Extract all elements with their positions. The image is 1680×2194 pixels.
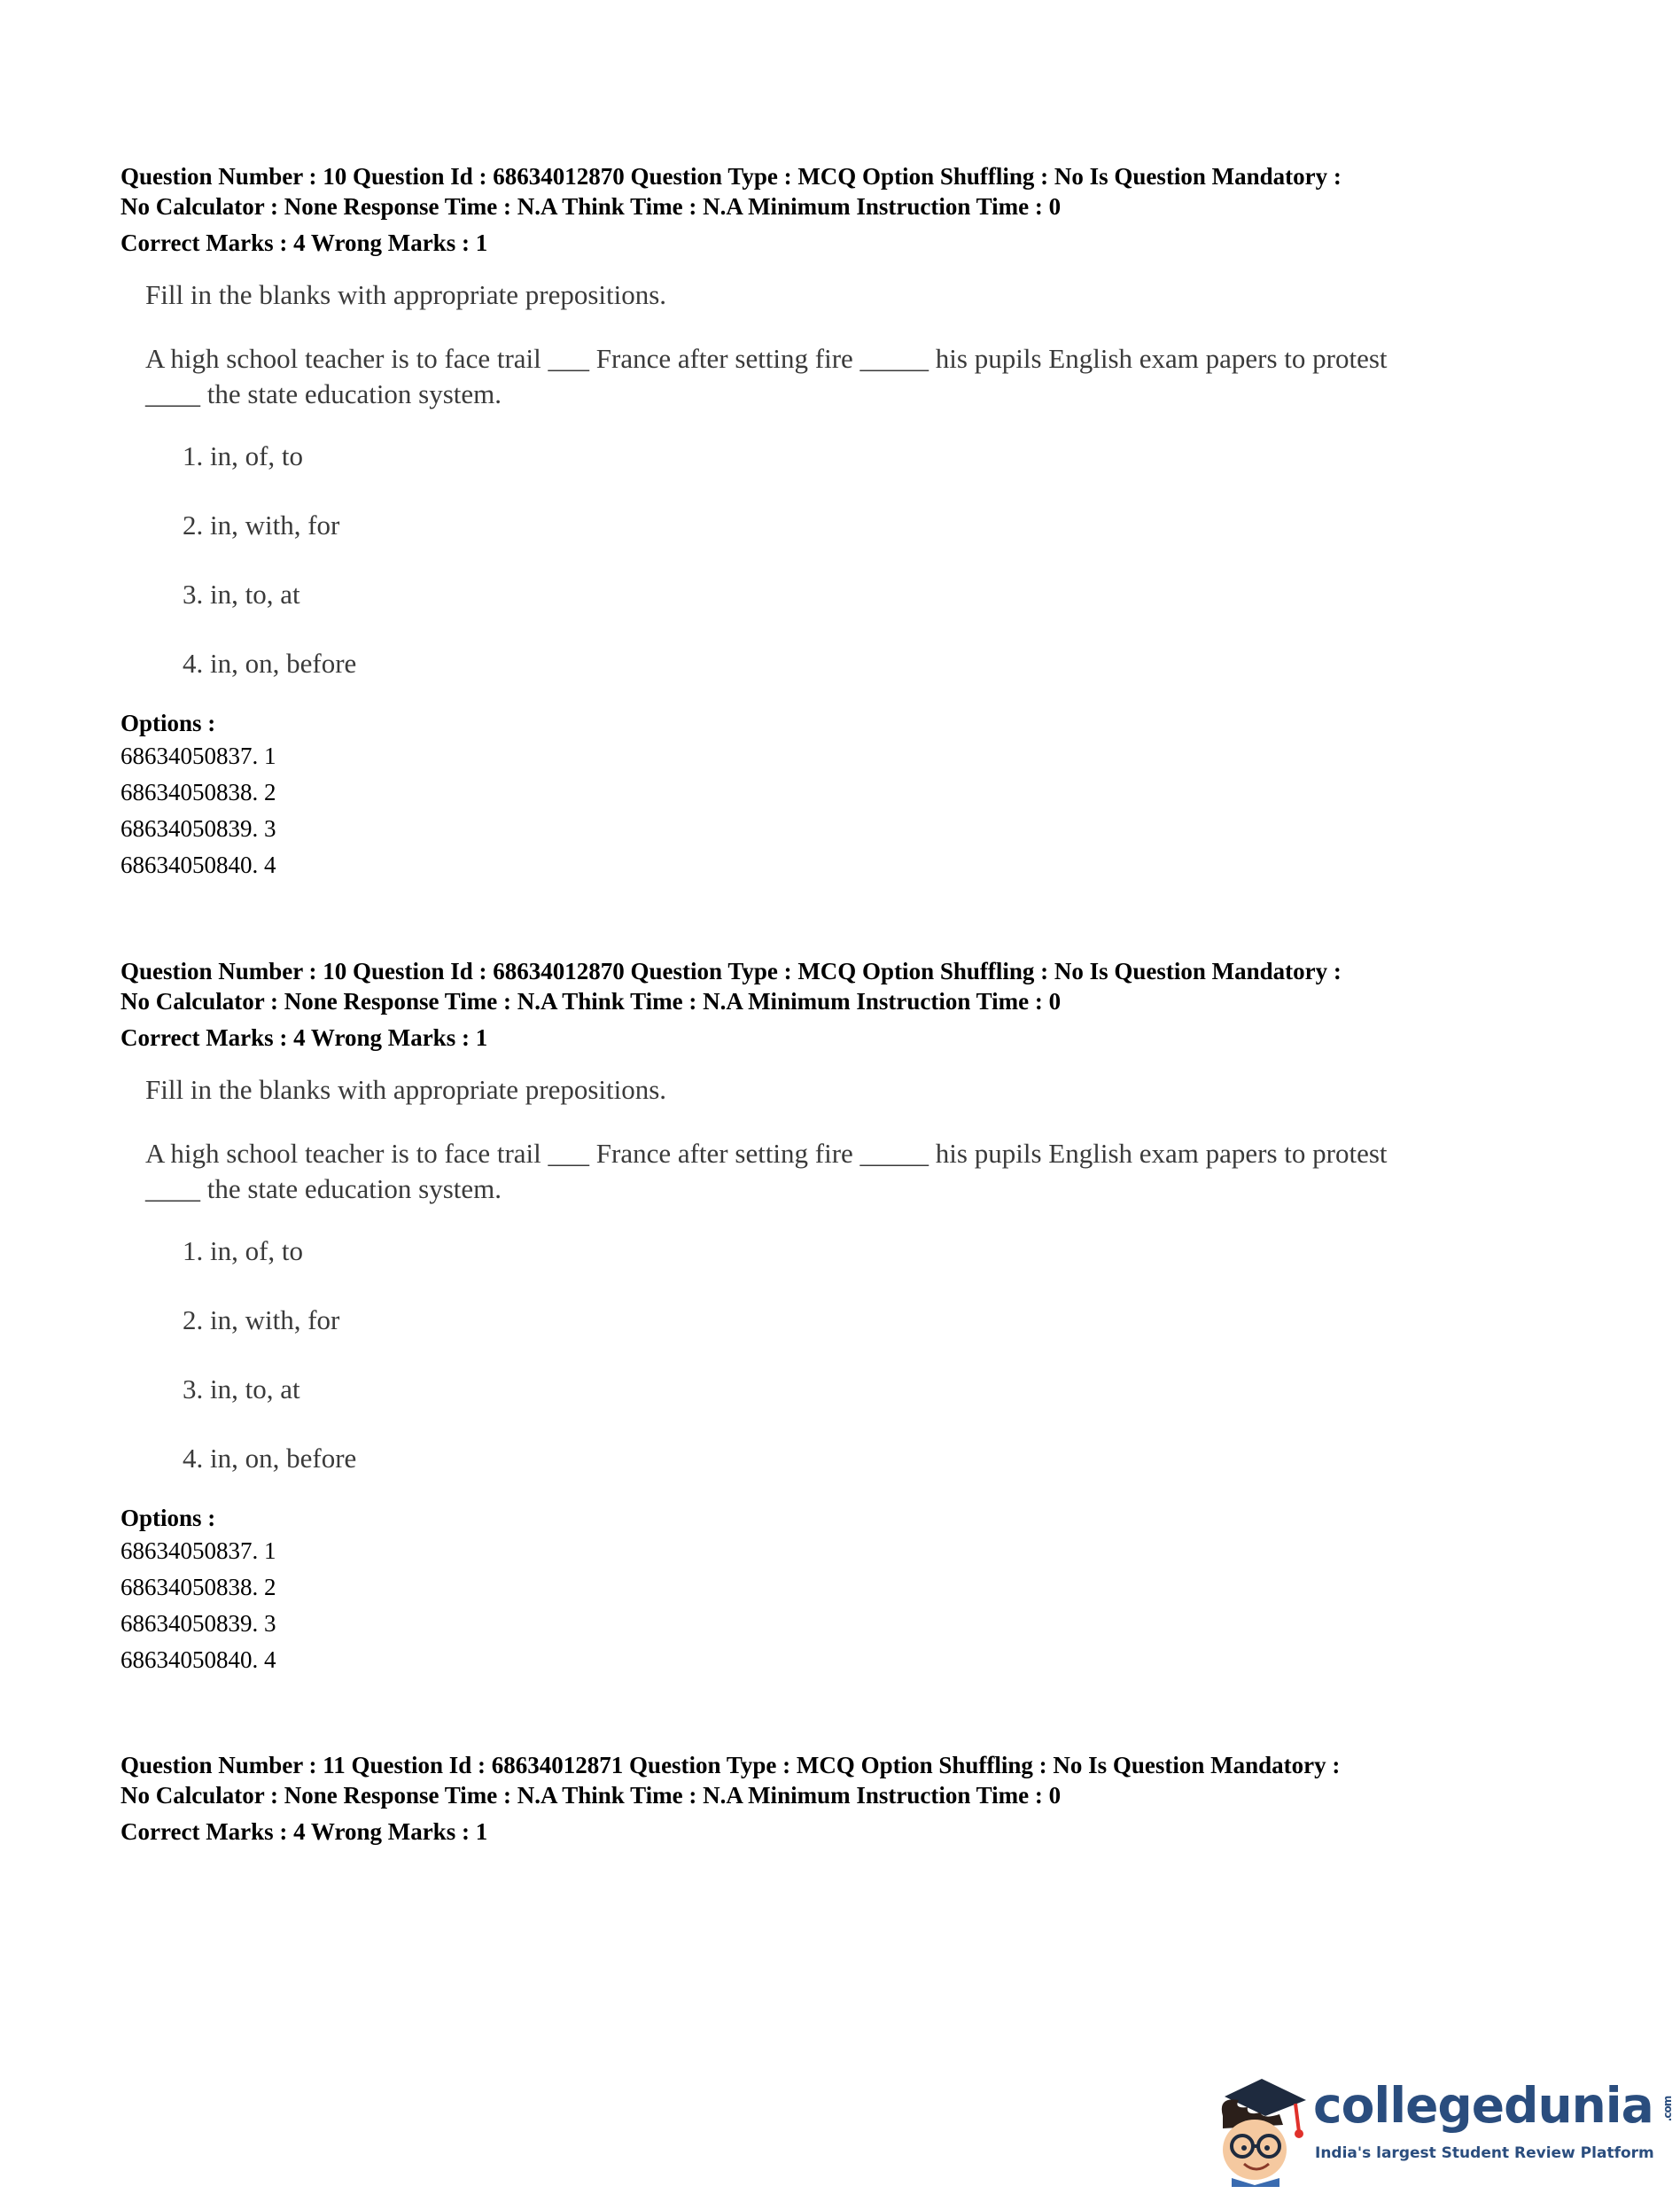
choice-item: 4. in, on, before (183, 1443, 357, 1474)
logo-wordmark (1313, 2077, 1680, 2134)
options-section (121, 1503, 1521, 1678)
choice-list (183, 1233, 1521, 1476)
question-block (121, 956, 1521, 1678)
option-item: 68634050839. 3 (121, 815, 276, 842)
question-meta-line: No Calculator : None Response Time : N.A Think Time : N.A Minimum Instruction Time : 0 (121, 1782, 1062, 1809)
question-instruction: Fill in the blanks with appropriate prepositions. (145, 1074, 667, 1105)
question-block (121, 1750, 1521, 1847)
choice-item: 2. in, with, for (183, 510, 340, 541)
question-block (121, 161, 1521, 883)
question-meta-line: No Calculator : None Response Time : N.A Think Time : N.A Minimum Instruction Time : 0 (121, 988, 1062, 1015)
question-meta-line: Question Number : 10 Question Id : 68634012870 Question Type : MCQ Option Shuffling : No Is Question Mandatory : (121, 163, 1342, 190)
option-item: 68634050838. 2 (121, 779, 276, 805)
options-label: Options : (121, 1505, 216, 1531)
choice-list (183, 439, 1521, 681)
options-section (121, 708, 1521, 883)
question-meta-line: Question Number : 10 Question Id : 68634012870 Question Type : MCQ Option Shuffling : No Is Question Mandatory : (121, 958, 1342, 984)
question-content (145, 277, 1521, 681)
choice-item: 4. in, on, before (183, 648, 357, 679)
choice-item: 3. in, to, at (183, 1373, 300, 1404)
marks-line: Correct Marks : 4 Wrong Marks : 1 (121, 230, 488, 256)
question-meta-line: No Calculator : None Response Time : N.A Think Time : N.A Minimum Instruction Time : 0 (121, 193, 1062, 220)
choice-item: 1. in, of, to (183, 440, 304, 471)
logo-suffix: .com (1661, 2096, 1674, 2122)
options-label: Options : (121, 710, 216, 736)
logo-tagline: India's largest Student Review Platform (1315, 2144, 1654, 2162)
logo-name-text: collegedunia (1313, 2077, 1653, 2134)
student-mascot-icon (1207, 2070, 1313, 2187)
question-passage: A high school teacher is to face trail ___ France after setting fire _____ his pupils English exam papers to protest ____ the state education system. (145, 343, 1388, 409)
marks-line: Correct Marks : 4 Wrong Marks : 1 (121, 1024, 488, 1051)
choice-item: 3. in, to, at (183, 579, 300, 610)
marks-line: Correct Marks : 4 Wrong Marks : 1 (121, 1818, 488, 1845)
option-item: 68634050840. 4 (121, 1646, 276, 1673)
option-item: 68634050837. 1 (121, 743, 276, 769)
question-content (145, 1072, 1521, 1476)
question-passage: A high school teacher is to face trail ___ France after setting fire _____ his pupils English exam papers to protest ____ the state education system. (145, 1138, 1388, 1204)
option-item: 68634050839. 3 (121, 1610, 276, 1637)
question-meta-line: Question Number : 11 Question Id : 68634012871 Question Type : MCQ Option Shuffling : No Is Question Mandatory : (121, 1752, 1341, 1778)
choice-item: 1. in, of, to (183, 1235, 304, 1266)
choice-item: 2. in, with, for (183, 1304, 340, 1335)
option-item: 68634050840. 4 (121, 852, 276, 878)
option-item: 68634050837. 1 (121, 1537, 276, 1564)
question-instruction: Fill in the blanks with appropriate prepositions. (145, 279, 667, 310)
option-item: 68634050838. 2 (121, 1574, 276, 1600)
collegedunia-logo (1207, 2070, 1674, 2187)
